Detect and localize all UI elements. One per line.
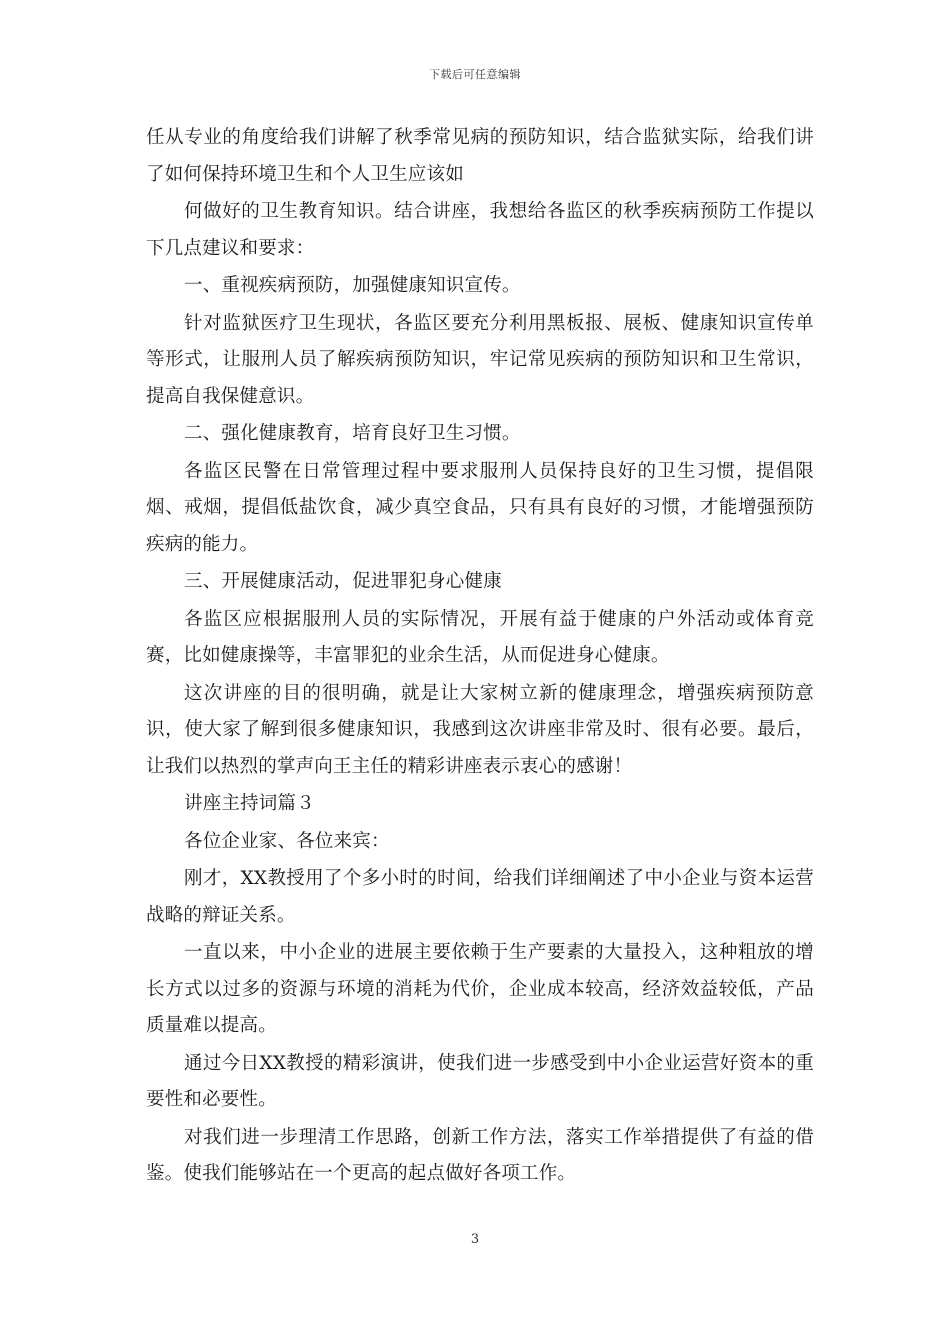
section-heading: 一、重视疾病预防，加强健康知识宣传。 (184, 275, 521, 296)
page-header: 下载后可任意编辑 (429, 68, 521, 81)
section-heading: 二、强化健康教育，培育良好卫生习惯。 (184, 423, 521, 444)
paragraph: 任从专业的角度给我们讲解了秋季常见病的预防知识，结合监狱实际，给我们讲了如何保持环境卫生和个人卫生应该如 (146, 127, 814, 185)
page-number: 3 (470, 1232, 480, 1247)
paragraph: 各监区民警在日常管理过程中要求服刑人员保持良好的卫生习惯，提倡限烟、戒烟，提倡低盐饮食，减少真空食品，只有具有良好的习惯，才能增强预防疾病的能力。 (146, 460, 814, 555)
paragraph: 通过今日XX教授的精彩演讲，使我们进一步感受到中小企业运营好资本的重要性和必要性。 (146, 1052, 814, 1110)
document-body (146, 120, 814, 1194)
paragraph: 何做好的卫生教育知识。结合讲座，我想给各监区的秋季疾病预防工作提以下几点建议和要求： (146, 201, 814, 259)
section-heading: 三、开展健康活动，促进罪犯身心健康 (184, 571, 502, 592)
salutation: 各位企业家、各位来宾： (184, 830, 390, 852)
paragraph: 一直以来，中小企业的进展主要依赖于生产要素的大量投入，这种粗放的增长方式以过多的资源与环境的消耗为代价，企业成本较高，经济效益较低，产品质量难以提高。 (146, 942, 814, 1036)
paragraph: 各监区应根据服刑人员的实际情况，开展有益于健康的户外活动或体育竞赛，比如健康操等，丰富罪犯的业余生活，从而促进身心健康。 (146, 608, 814, 666)
paragraph: 对我们进一步理清工作思路，创新工作方法，落实工作举措提供了有益的借鉴。使我们能够站在一个更高的起点做好各项工作。 (146, 1126, 814, 1184)
paragraph: 针对监狱医疗卫生现状，各监区要充分利用黑板报、展板、健康知识宣传单等形式，让服刑人员了解疾病预防知识，牢记常见疾病的预防知识和卫生常识，提高自我保健意识。 (146, 312, 814, 407)
section-title: 讲座主持词篇３ (184, 793, 315, 814)
paragraph: 刚才，XX教授用了个多小时的时间，给我们详细阐述了中小企业与资本运营战略的辩证关系。 (146, 868, 814, 926)
paragraph: 这次讲座的目的很明确，就是让大家树立新的健康理念，增强疾病预防意识，使大家了解到很多健康知识，我感到这次讲座非常及时、很有必要。最后，让我们以热烈的掌声向王主任的精彩讲座表示衷心的感谢！ (146, 682, 814, 777)
